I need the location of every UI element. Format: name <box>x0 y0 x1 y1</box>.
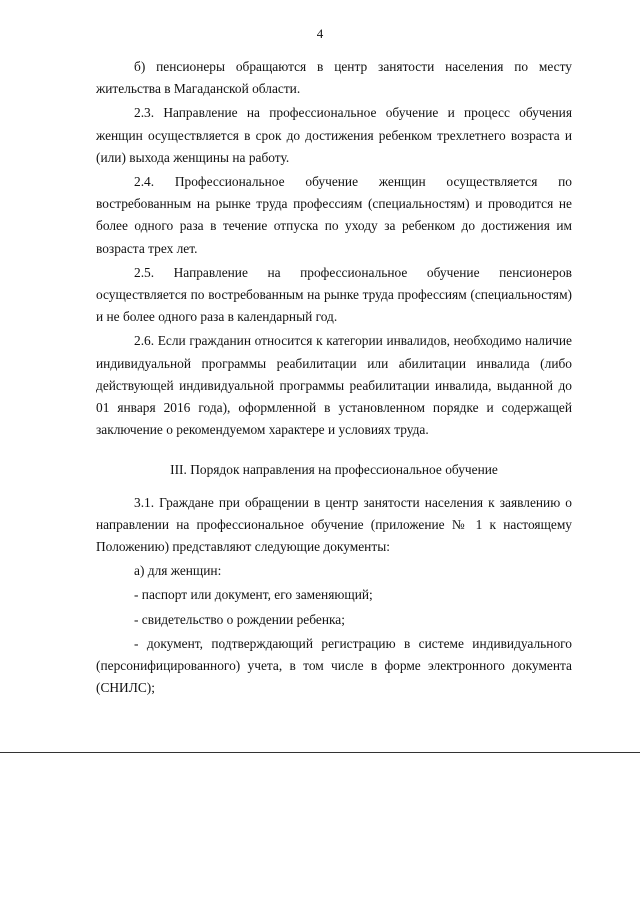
paragraph-2-5: 2.5. Направление на профессиональное обучение пенсионеров осуществляется по востребованным на рынке труда профессиям (специальностям) и не более одного раза в календарный год. <box>96 264 572 325</box>
list-item-birth-certificate: - свидетельство о рождении ребенка; <box>134 611 345 627</box>
paragraph-3-1: 3.1. Граждане при обращении в центр занятости населения к заявлению о направлении на профессиональное обучение (приложение № 1 к настоящему Положению) представляют следующие документы: <box>96 494 572 555</box>
list-item-snils: - документ, подтверждающий регистрацию в системе индивидуального (персонифицированного) учета, в том числе в форме электронного документа (СНИЛС); <box>96 635 572 696</box>
paragraph-2-3: 2.3. Направление на профессиональное обучение и процесс обучения женщин осуществляется в срок до достижения ребенком трехлетнего возраста и (или) выхода женщины на работу. <box>96 105 572 165</box>
paragraph-2-4: 2.4. Профессиональное обучение женщин осуществляется по востребованным на рынке труда профессиям (специальностям) и проводится не более одного раза в течение отпуска по уходу за ребенком до достижения им возраста трех лет. <box>96 174 572 256</box>
page-number: 4 <box>316 26 324 41</box>
list-heading-women: а) для женщин: <box>134 563 222 579</box>
document-body <box>96 56 572 699</box>
section-heading: III. Порядок направления на профессиональное обучение <box>170 462 498 478</box>
page-divider <box>0 752 640 753</box>
paragraph-pensioners: б) пенсионеры обращаются в центр занятости населения по месту жительства в Магаданской области. <box>96 59 572 97</box>
paragraph-2-6: 2.6. Если гражданин относится к категории инвалидов, необходимо наличие индивидуальной программы реабилитации или абилитации инвалида (либо действующей индивидуальной программы реабилитации инвалида, выданной до 01 января 2016 года), оформленной в установленном порядке и содержащей заключение о рекомендуемом характере и условиях труда. <box>96 333 572 438</box>
list-item-passport: - паспорт или документ, его заменяющий; <box>134 587 373 603</box>
